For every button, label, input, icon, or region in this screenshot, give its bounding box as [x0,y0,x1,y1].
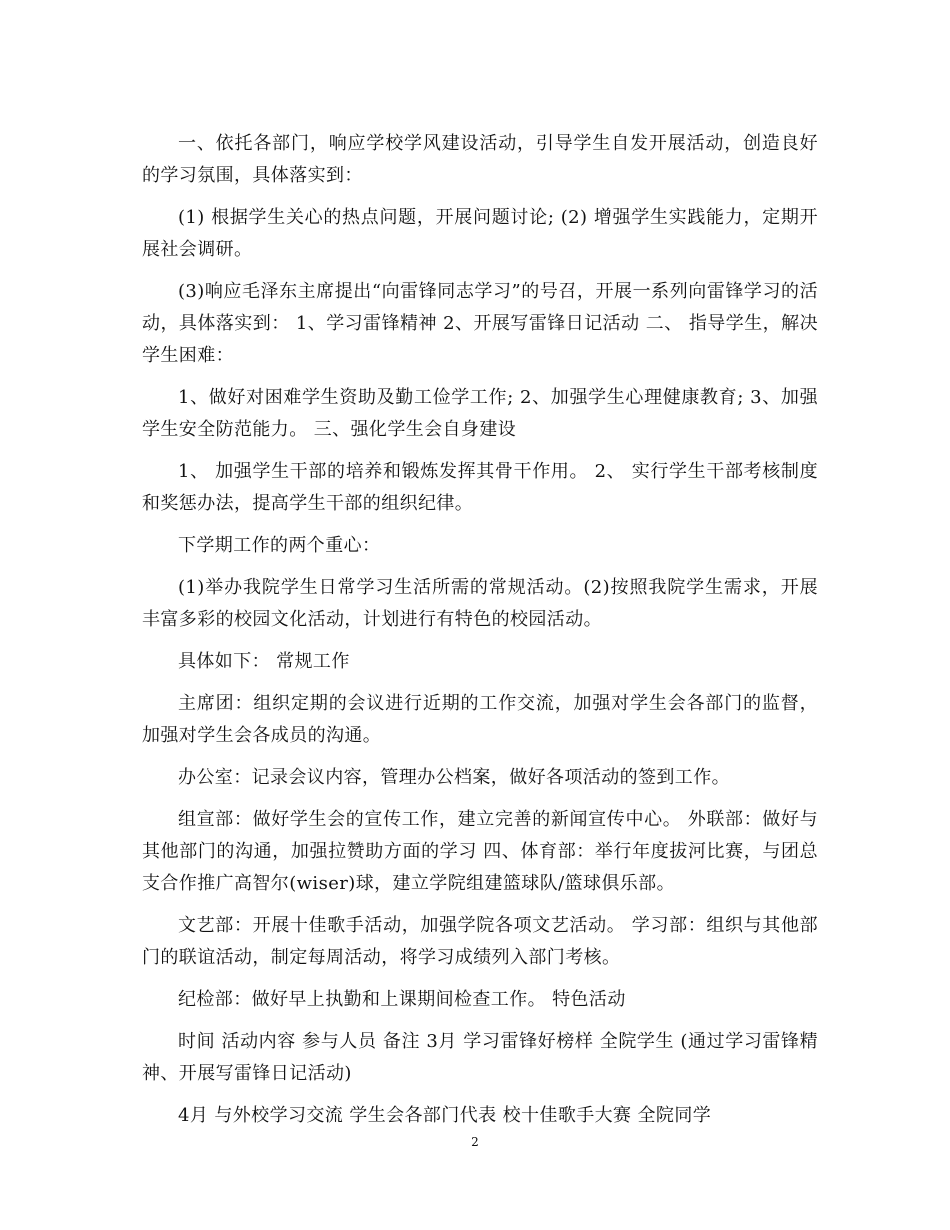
paragraph: 主席团：组织定期的会议进行近期的工作交流，加强对学生会各部门的监督，加强对学生会各成员的沟通。 [142,693,818,746]
paragraph: 办公室：记录会议内容，管理办公档案，做好各项活动的签到工作。 [178,767,730,788]
document-body [142,128,818,1142]
paragraph: 1、做好对困难学生资助及勤工俭学工作; 2、加强学生心理健康教育; 3、加强学生安全防范能力。 三、强化学生会自身建设 [142,387,818,440]
paragraph: 纪检部：做好早上执勤和上课期间检查工作。 特色活动 [178,989,626,1010]
paragraph: (3)响应毛泽东主席提出“向雷锋同志学习”的号召，开展一系列向雷锋学习的活动，具体落实到： 1、学习雷锋精神 2、开展写雷锋日记活动 二、 指导学生，解决学生困难： [142,281,818,366]
paragraph: (1) 根据学生关心的热点问题，开展问题讨论; (2) 增强学生实践能力，定期开展社会调研。 [142,207,818,260]
page-number: 2 [471,1135,479,1149]
paragraph: 组宣部：做好学生会的宣传工作，建立完善的新闻宣传中心。 外联部：做好与其他部门的沟通，加强拉赞助方面的学习 四、体育部：举行年度拔河比赛，与团总支合作推广高智尔(wiser)球，建立学院组建篮球队/篮球俱乐部。 [142,809,818,894]
paragraph: 文艺部：开展十佳歌手活动，加强学院各项文艺活动。 学习部：组织与其他部门的联谊活动，制定每周活动，将学习成绩列入部门考核。 [142,915,818,968]
paragraph: (1)举办我院学生日常学习生活所需的常规活动。(2)按照我院学生需求，开展丰富多彩的校园文化活动，计划进行有特色的校园活动。 [142,577,818,630]
paragraph: 4月 与外校学习交流 学生会各部门代表 校十佳歌手大赛 全院同学 [178,1105,712,1126]
paragraph: 时间 活动内容 参与人员 备注 3月 学习雷锋好榜样 全院学生 (通过学习雷锋精神、开展写雷锋日记活动) [142,1031,818,1084]
paragraph: 一、依托各部门，响应学校学风建设活动，引导学生自发开展活动，创造良好的学习氛围，具体落实到： [142,133,818,186]
paragraph: 具体如下： 常规工作 [178,651,350,672]
paragraph: 下学期工作的两个重心： [178,535,381,556]
paragraph: 1、 加强学生干部的培养和锻炼发挥其骨干作用。 2、 实行学生干部考核制度和奖惩办法，提高学生干部的组织纪律。 [142,461,818,514]
